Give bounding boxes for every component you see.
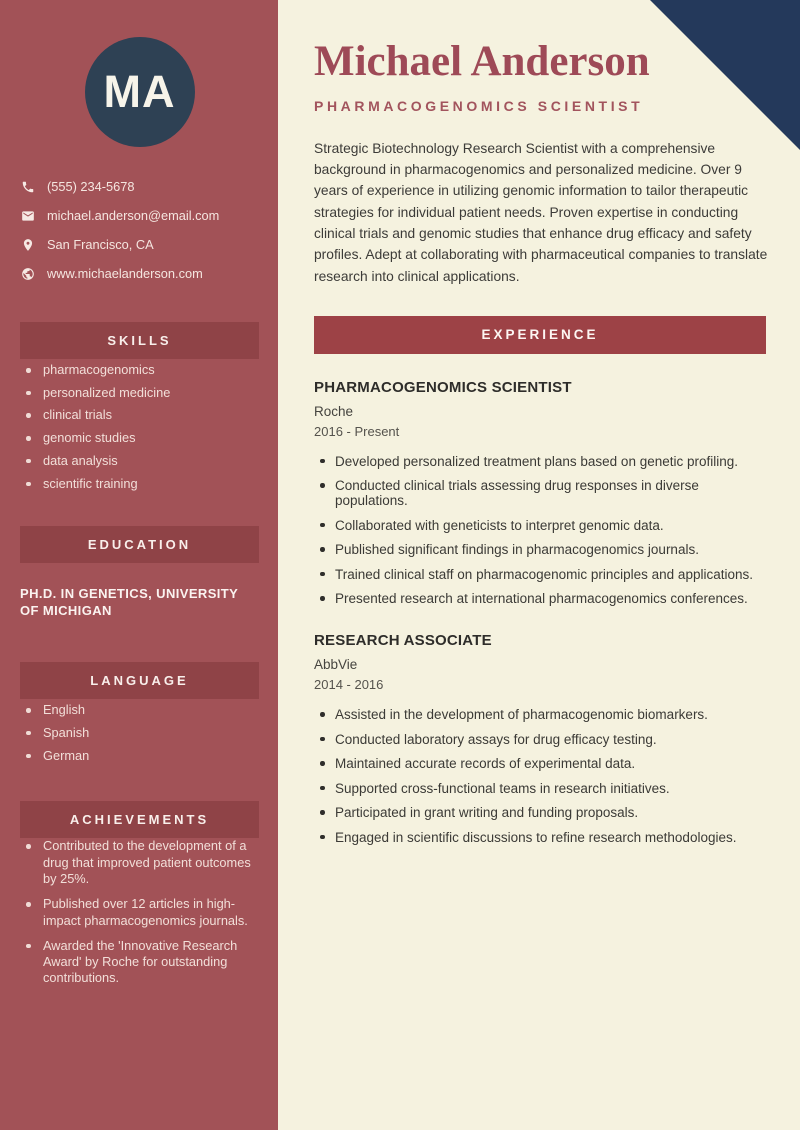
job-bullet: Maintained accurate records of experimental data. bbox=[314, 756, 766, 771]
education-header-label: EDUCATION bbox=[87, 537, 192, 553]
contact-phone-text: (555) 234-5678 bbox=[47, 179, 135, 194]
sidebar bbox=[0, 0, 278, 1130]
contact-location bbox=[20, 237, 259, 253]
profile-summary: Strategic Biotechnology Research Scientist with a comprehensive background in pharmacogenomics and personalized medicine. Over 9 years of experience in utilizing genomic information to tailor therapeutic strategies for individual patient needs. Proven expertise in conducting clinical trials and genomic studies that enhance drug efficacy and safety profiles. Adept at collaborating with pharmaceutical companies to translate research into clinical applications. bbox=[314, 140, 768, 284]
job-bullet: Conducted clinical trials assessing drug responses in diverse populations. bbox=[314, 478, 766, 508]
job-bullet: Participated in grant writing and funding proposals. bbox=[314, 805, 766, 820]
job-bullet: Conducted laboratory assays for drug efficacy testing. bbox=[314, 732, 766, 747]
experience-section-header bbox=[314, 316, 766, 354]
skills-header-label: SKILLS bbox=[107, 333, 172, 348]
job-dates: 2014 - 2016 bbox=[314, 677, 384, 693]
job-bullet: Developed personalized treatment plans based on genetic profiling. bbox=[314, 454, 766, 469]
language-item: Spanish bbox=[20, 722, 259, 745]
contact-website bbox=[20, 266, 259, 282]
contact-email-text: michael.anderson@email.com bbox=[47, 208, 220, 223]
skill-item: clinical trials bbox=[20, 404, 259, 427]
contact-phone bbox=[20, 179, 259, 195]
job-title: PHARMACOGENOMICS SCIENTIST bbox=[314, 378, 572, 396]
language-item: English bbox=[20, 699, 259, 722]
language-section-header bbox=[20, 662, 259, 699]
job-bullet-list bbox=[314, 707, 766, 845]
avatar-initials: MA bbox=[103, 66, 176, 117]
achievements-list bbox=[20, 838, 259, 986]
language-list bbox=[20, 699, 259, 767]
job-bullet-list bbox=[314, 454, 766, 607]
achievement-item: Published over 12 articles in high-impact pharmacogenomics journals. bbox=[20, 896, 259, 929]
skill-item: pharmacogenomics bbox=[20, 359, 259, 382]
language-header-label: LANGUAGE bbox=[90, 673, 189, 689]
location-icon bbox=[20, 238, 35, 253]
job-bullet: Published significant findings in pharmacogenomics journals. bbox=[314, 542, 766, 557]
job-bullet: Assisted in the development of pharmacogenomic biomarkers. bbox=[314, 707, 766, 722]
job-company: AbbVie bbox=[314, 657, 358, 673]
job-dates: 2016 - Present bbox=[314, 423, 400, 439]
education-section-header bbox=[20, 526, 259, 563]
contact-list bbox=[20, 179, 259, 282]
job-title: RESEARCH ASSOCIATE bbox=[314, 632, 492, 650]
education-degree: PH.D. IN GENETICS, UNIVERSITY OF MICHIGAN bbox=[20, 586, 238, 619]
achievements-header-label: ACHIEVEMENTS bbox=[69, 812, 210, 828]
avatar bbox=[85, 37, 195, 147]
phone-icon bbox=[20, 180, 35, 195]
experience-entry bbox=[314, 632, 766, 845]
job-bullet: Trained clinical staff on pharmacogenomic principles and applications. bbox=[314, 567, 766, 582]
main-content bbox=[278, 0, 800, 1130]
contact-email bbox=[20, 208, 259, 224]
job-company: Roche bbox=[314, 403, 354, 419]
language-item: German bbox=[20, 745, 259, 768]
achievement-item: Awarded the 'Innovative Research Award' by Roche for outstanding contributions. bbox=[20, 938, 259, 987]
email-icon bbox=[20, 209, 35, 224]
page-title: Michael Anderson bbox=[314, 38, 650, 85]
skills-section-header bbox=[20, 322, 259, 359]
skill-item: scientific training bbox=[20, 473, 259, 496]
experience-header-label: EXPERIENCE bbox=[481, 327, 599, 343]
globe-icon bbox=[20, 267, 35, 282]
profile-title: PHARMACOGENOMICS SCIENTIST bbox=[314, 97, 644, 114]
contact-website-text: www.michaelanderson.com bbox=[47, 266, 203, 281]
achievement-item: Contributed to the development of a drug that improved patient outcomes by 25%. bbox=[20, 838, 259, 887]
job-bullet: Supported cross-functional teams in research initiatives. bbox=[314, 781, 766, 796]
skill-item: personalized medicine bbox=[20, 382, 259, 405]
skill-item: data analysis bbox=[20, 450, 259, 473]
skills-list bbox=[20, 359, 259, 495]
achievements-section-header bbox=[20, 801, 259, 838]
experience-entry bbox=[314, 379, 766, 607]
job-bullet: Presented research at international pharmacogenomics conferences. bbox=[314, 591, 766, 606]
skill-item: genomic studies bbox=[20, 427, 259, 450]
job-bullet: Engaged in scientific discussions to refine research methodologies. bbox=[314, 830, 766, 845]
job-bullet: Collaborated with geneticists to interpret genomic data. bbox=[314, 518, 766, 533]
contact-location-text: San Francisco, CA bbox=[47, 237, 154, 252]
